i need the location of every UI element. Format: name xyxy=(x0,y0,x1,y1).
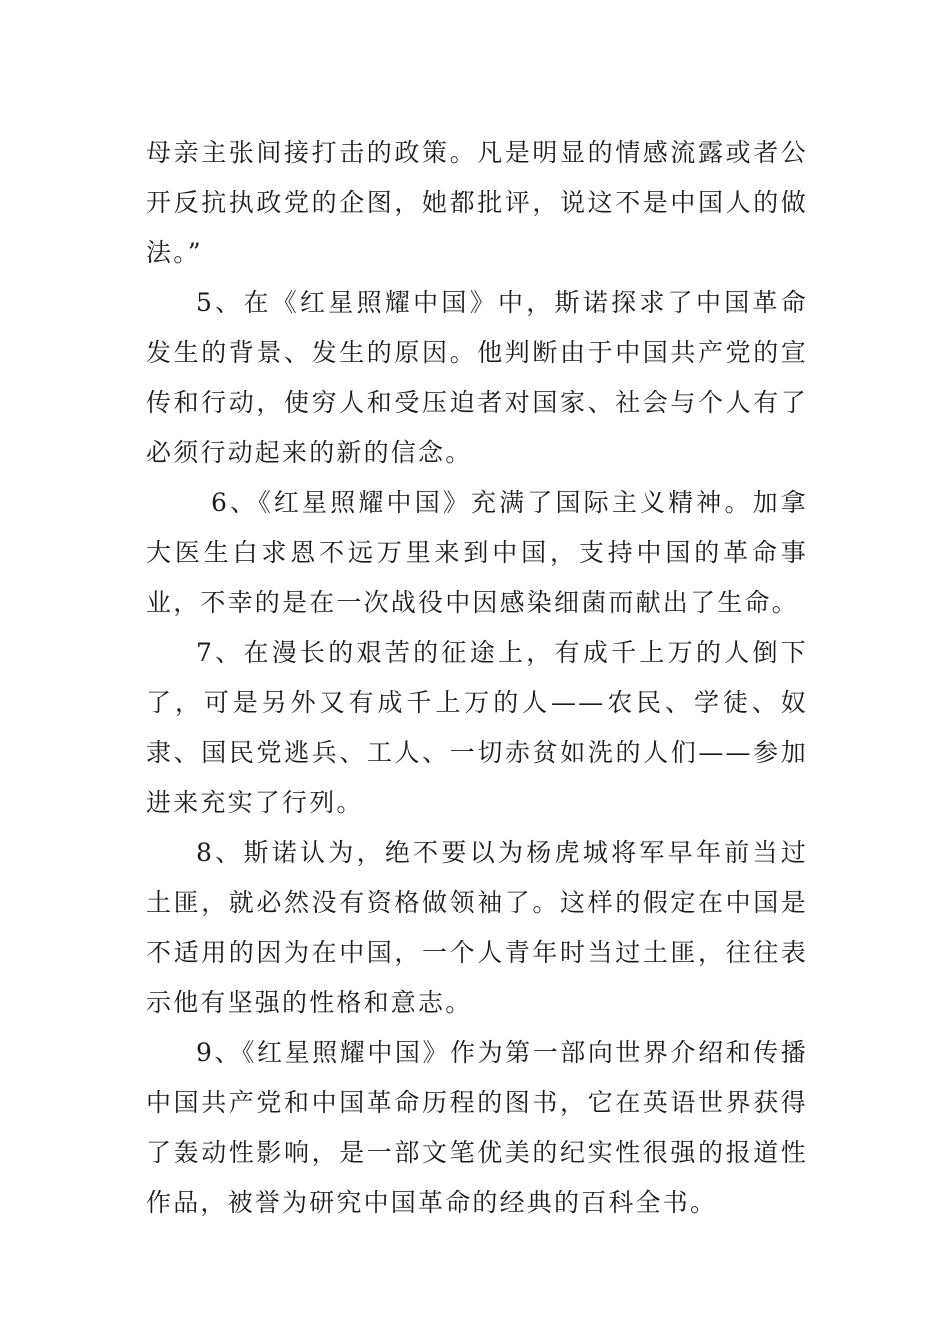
paragraph-continuation: 母亲主张间接打击的政策。凡是明显的情感流露或者公开反抗执政党的企图，她都批评，说这不是中国人的做法。” xyxy=(146,138,808,267)
document-body xyxy=(146,128,808,1228)
paragraph-item-5: 5、在《红星照耀中国》中，斯诺探求了中国革命发生的背景、发生的原因。他判断由于中国共产党的宣传和行动，使穷人和受压迫者对国家、社会与个人有了必须行动起来的新的信念。 xyxy=(146,288,808,467)
paragraph-item-6: 6、《红星照耀中国》充满了国际主义精神。加拿大医生白求恩不远万里来到中国，支持中国的革命事业，不幸的是在一次战役中因感染细菌而献出了生命。 xyxy=(146,488,808,617)
paragraph-item-9: 9、《红星照耀中国》作为第一部向世界介绍和传播中国共产党和中国革命历程的图书，它在英语世界获得了轰动性影响，是一部文笔优美的纪实性很强的报道性作品，被誉为研究中国革命的经典的百科全书。 xyxy=(146,1038,808,1217)
paragraph-item-8: 8、斯诺认为，绝不要以为杨虎城将军早年前当过土匪，就必然没有资格做领袖了。这样的假定在中国是不适用的因为在中国，一个人青年时当过土匪，往往表示他有坚强的性格和意志。 xyxy=(146,838,808,1017)
paragraph-item-7: 7、在漫长的艰苦的征途上，有成千上万的人倒下了，可是另外又有成千上万的人——农民、学徒、奴隶、国民党逃兵、工人、一切赤贫如洗的人们——参加进来充实了行列。 xyxy=(146,638,808,817)
